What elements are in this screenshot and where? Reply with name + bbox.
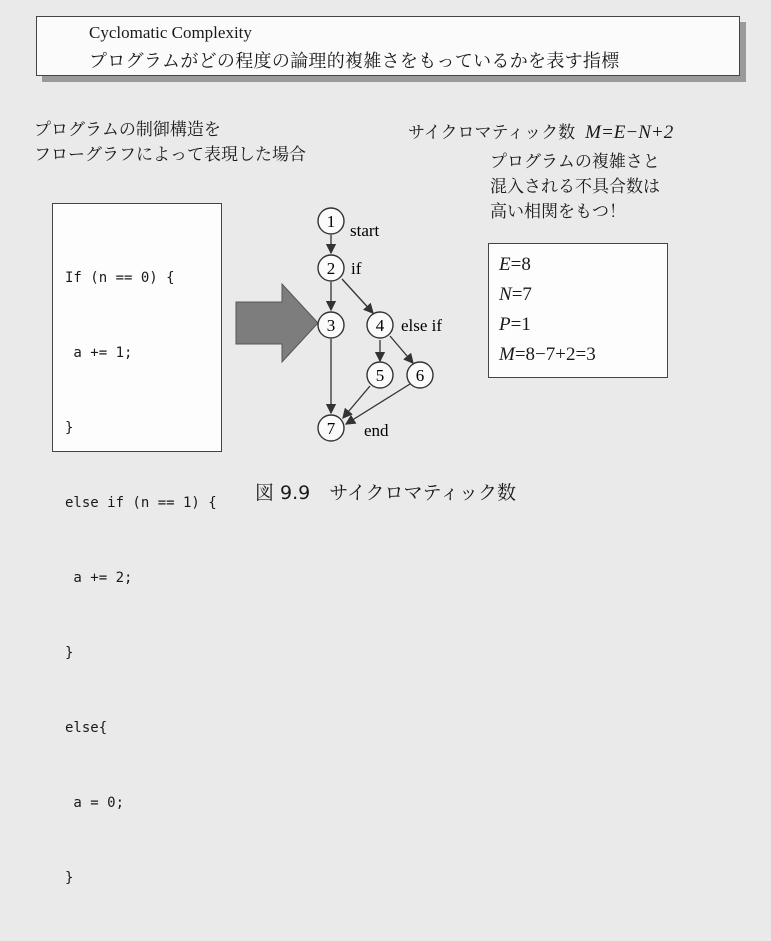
edge-2-4	[342, 279, 373, 313]
flow-description-line: フローグラフによって表現した場合	[34, 145, 306, 165]
correlation-line: 高い相関をもつ！	[490, 202, 626, 222]
code-line: }	[65, 645, 74, 661]
edge-4-6	[390, 336, 413, 363]
code-line: else if (n == 1) {	[65, 495, 217, 511]
big-arrow-icon	[236, 284, 318, 362]
metric-n: N=7	[499, 284, 532, 305]
flow-description-line: プログラムの制御構造を	[34, 120, 221, 140]
node-1-label: 1	[326, 212, 336, 231]
node-3-label: 3	[326, 316, 336, 335]
start-label: start	[350, 221, 380, 240]
definition-title: Cyclomatic Complexity	[89, 23, 252, 42]
code-line: If (n == 0) {	[65, 270, 175, 286]
code-line: else{	[65, 720, 108, 736]
formula-expression: M=E−N+2	[585, 122, 674, 143]
correlation-line: 混入される不具合数は	[490, 177, 660, 197]
figure-caption: 図 9.9 サイクロマティック数	[254, 482, 517, 504]
definition-text: プログラムがどの程度の論理的複雑さをもっているかを表す指標	[89, 51, 620, 72]
edge-5-7	[343, 386, 370, 418]
code-line: }	[65, 870, 74, 886]
if-label: if	[351, 259, 362, 278]
metric-p: P=1	[499, 314, 531, 335]
end-label: end	[364, 421, 389, 440]
node-7-label: 7	[326, 419, 336, 438]
node-4-label: 4	[375, 316, 385, 335]
node-2-label: 2	[326, 259, 336, 278]
code-line: }	[65, 420, 74, 436]
code-line: a += 2;	[65, 570, 133, 586]
formula-label: サイクロマティック数	[408, 123, 576, 143]
node-5-label: 5	[375, 366, 385, 385]
code-line: a = 0;	[65, 795, 125, 811]
else-if-label: else if	[401, 316, 443, 335]
metric-m: M=8−7+2=3	[499, 344, 596, 365]
correlation-line: プログラムの複雑さと	[490, 152, 660, 172]
node-6-label: 6	[415, 366, 425, 385]
code-line: a += 1;	[65, 345, 133, 361]
metric-e: E=8	[499, 254, 531, 275]
